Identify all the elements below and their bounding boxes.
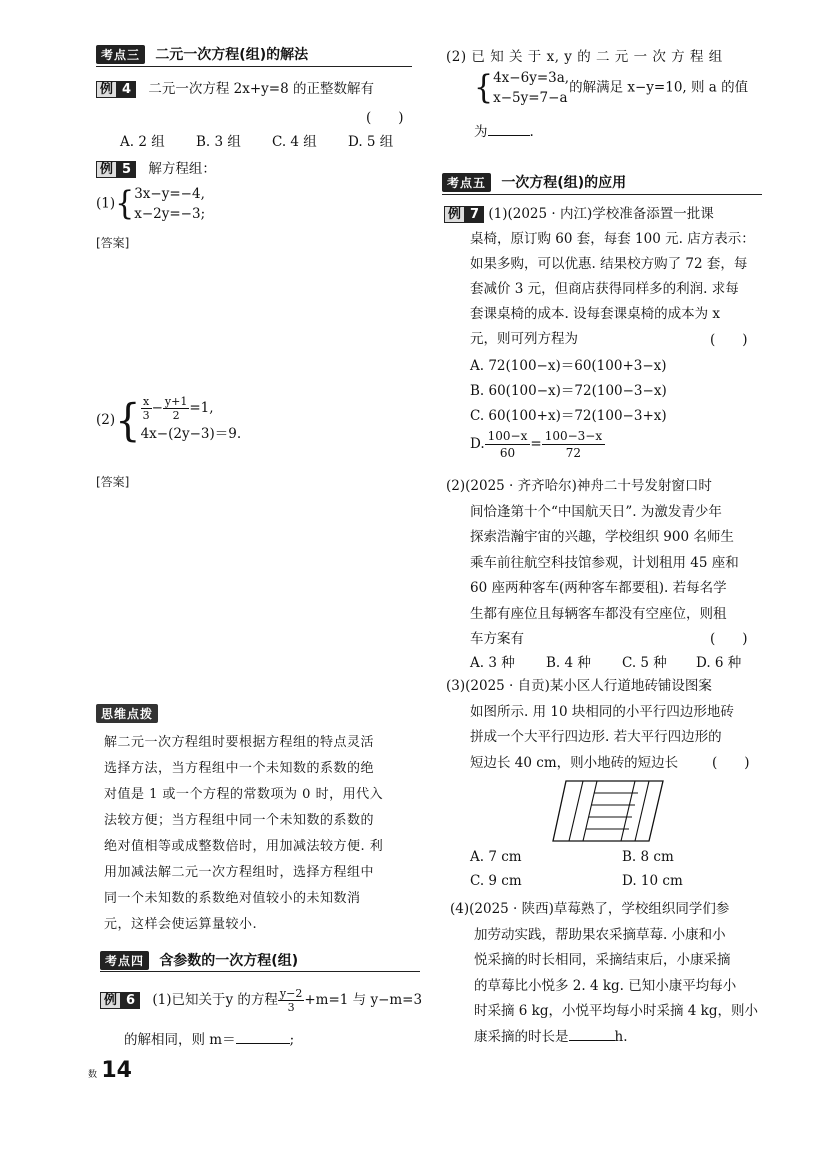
example-4-option-d: D. 5 组 <box>348 134 394 150</box>
q1-line: 套课桌椅的成本. 设每套课桌椅的成本为 x <box>470 306 720 322</box>
q1-answer-paren: ( ) <box>710 332 748 348</box>
section-3-rule <box>96 66 412 67</box>
q3-line: 拼成一个大平行四边形. 若大平行四边形的 <box>470 729 722 745</box>
section-3-header <box>96 44 308 64</box>
q4-line: 时采摘 6 kg，小悦平均每小时采摘 4 kg，则小 <box>474 1003 758 1019</box>
tip-line: 选择方法，当方程组中一个未知数的系数的绝 <box>104 761 375 776</box>
fraction-d-right: $\frac{100-3-x}{72}$ <box>542 428 605 461</box>
q4-line: 悦采摘的时长相同，采摘结束后，小康采摘 <box>474 952 731 968</box>
example-7-part-3 <box>446 674 734 776</box>
q1-option-d: D. $\frac{100-x}{60}$ = $\frac{100-3-x}{72}$ <box>470 428 605 461</box>
section-4-badge: 考点四 <box>100 951 149 970</box>
answer-label-2: [答案] <box>96 475 130 489</box>
example-6-badge: 例 6 <box>100 989 140 1008</box>
q1-option-a: A. 72(100−x)＝60(100+3−x) <box>470 358 667 374</box>
example-6-part-1-b: +m=1 与 y−m=3 <box>304 992 423 1008</box>
answer-blank-m <box>236 1031 290 1044</box>
fraction-x-over-3: $\frac{x}{3}$ <box>142 395 150 422</box>
brace-icon: { <box>115 184 135 223</box>
example-4-option-a: A. 2 组 <box>120 134 165 150</box>
example-6 <box>100 987 422 1014</box>
q1-line: 桌椅，原订购 60 套，每套 100 元. 店方表示： <box>470 231 755 247</box>
example-6-line-2: 的解相同，则 m＝ ; <box>124 1032 295 1048</box>
example-7-part-1 <box>444 202 755 352</box>
section-5-badge: 考点五 <box>442 173 491 192</box>
q4-line: (4)(2025 · 陕西)草莓熟了，学校组织同学们参 <box>450 901 730 917</box>
section-3-badge: 考点三 <box>96 45 145 64</box>
tip-line: 用加减法解二元一次方程组时，选择方程组中 <box>104 865 375 880</box>
q2-line: 间恰逢第十个“中国航天日”. 为激发青少年 <box>470 503 722 520</box>
q1-line: (1)(2025 · 内江)学校准备添置一批课 <box>488 206 714 222</box>
example-4-answer-paren: ( ) <box>366 110 404 126</box>
fraction-y-minus-2-over-3: $\frac{y-2}{3}$ <box>279 987 303 1014</box>
tip-line: 同一个未知数的系数绝对值较小的未知数消 <box>104 891 361 906</box>
section-4-rule <box>100 971 420 972</box>
example-6-part-2-line-1: (2) 已 知 关 于 x, y 的 二 元 一 次 方 程 组 <box>446 49 723 65</box>
q2-option-d: D. 6 种 <box>696 655 742 671</box>
section-5-rule <box>442 194 762 195</box>
answer-label-1: [答案] <box>96 236 130 250</box>
q1-option-b: B. 60(100−x)＝72(100−3−x) <box>470 383 667 399</box>
q2-line: 60 座两种客车(两种客车都要租). 若每名学 <box>470 580 727 596</box>
section-3-title: 二元一次方程(组)的解法 <box>155 47 309 63</box>
q1-option-c: C. 60(100+x)＝72(100−3+x) <box>470 408 667 424</box>
q3-line: 如图所示. 用 10 块相同的小平行四边形地砖 <box>470 703 734 720</box>
q2-line: 探索浩瀚宇宙的兴趣，学校组织 900 名师生 <box>470 529 734 545</box>
parallelogram-tile-figure <box>552 780 664 842</box>
part-1-label: (1) <box>96 195 116 212</box>
tip-line: 法较方便；当方程组中同一个未知数的系数的 <box>104 813 375 828</box>
example-5-badge: 例 5 <box>96 158 136 177</box>
example-5 <box>96 157 216 177</box>
tip-line: 解二元一次方程组时要根据方程组的特点灵活 <box>104 735 375 750</box>
q1-line: 套减价 3 元，但商店获得同样多的利润. 求每 <box>470 281 739 297</box>
q3-option-a: A. 7 cm <box>470 849 522 865</box>
tip-line: 绝对值相等或成整数倍时，用加减法较方便. 利 <box>104 839 384 854</box>
tip-badge: 思维点拨 <box>96 704 158 723</box>
q2-option-a: A. 3 种 <box>470 655 515 671</box>
example-6-part-2-system: { 4x−6y=3a, x−5y=7−a 的解满足 x−y=10, 则 a 的值 <box>474 68 749 107</box>
fraction-y-plus-1-over-2: $\frac{y+1}{2}$ <box>164 395 188 422</box>
tip-header <box>96 704 158 723</box>
q2-line: 生都有座位且每辆客车都没有空座位，则租 <box>470 605 727 622</box>
q2-line: (2)(2025 · 齐齐哈尔)神舟二十号发射窗口时 <box>446 478 712 494</box>
section-4-header <box>100 950 298 970</box>
q2-answer-paren: ( ) <box>710 631 748 647</box>
brace-icon: { <box>115 395 141 446</box>
section-5-header <box>442 172 626 192</box>
q1-line: 元，则可列方程为 <box>470 331 578 347</box>
q4-line: 的草莓比小悦多 2. 4 kg. 已知小康平均每小 <box>474 977 737 994</box>
example-5-part-2 <box>96 395 241 446</box>
example-7-part-2 <box>446 474 739 653</box>
q3-option-d: D. 10 cm <box>622 873 683 889</box>
q4-last-line: 康采摘的时长是 h. <box>474 1028 628 1045</box>
section-5-title: 一次方程(组)的应用 <box>501 175 627 191</box>
q2-option-c: C. 5 种 <box>622 655 667 671</box>
tip-body <box>104 730 434 938</box>
equation-system-1: 3x−y=−4, x−2y=−3; <box>134 186 206 222</box>
equation-system-2: $\frac{x}{3}$ − $\frac{y+1}{2}$ =1, 4x−(2y−3)＝9. <box>140 395 242 442</box>
example-4-option-c: C. 4 组 <box>272 134 317 150</box>
example-4-question: 二元一次方程 2x+y=8 的正整数解有 <box>148 81 374 97</box>
q3-line: 短边长 40 cm，则小地砖的短边长 <box>470 754 679 771</box>
q3-line: (3)(2025 · 自贡)某小区人行道地砖铺设图案 <box>446 678 712 694</box>
part-2-label: (2) <box>96 412 116 428</box>
q3-answer-paren: ( ) <box>712 755 750 771</box>
example-7-part-4 <box>450 897 758 1050</box>
page-number <box>88 1058 132 1083</box>
fraction-d-left: $\frac{100-x}{60}$ <box>485 428 531 461</box>
q2-option-b: B. 4 种 <box>546 655 591 671</box>
section-4-title: 含参数的一次方程(组) <box>159 953 299 969</box>
brace-icon: { <box>474 68 494 107</box>
example-4-option-b: B. 3 组 <box>196 134 241 150</box>
tip-line: 元，这样会使运算量较小. <box>104 917 258 932</box>
answer-blank-a <box>488 123 530 136</box>
answer-blank-hours <box>569 1028 615 1041</box>
page-number-value: 14 <box>101 1058 132 1083</box>
q3-option-b: B. 8 cm <box>622 849 674 865</box>
example-4-badge: 例 4 <box>96 78 136 97</box>
q2-line: 车方案有 <box>470 631 524 647</box>
page-side-label: 数 <box>88 1070 98 1080</box>
example-6-part-1-a: (1)已知关于y 的方程 <box>152 992 278 1008</box>
q3-option-c: C. 9 cm <box>470 873 522 889</box>
example-5-part-1 <box>96 184 205 224</box>
q2-line: 乘车前往航空科技馆参观，计划租用 45 座和 <box>470 554 739 571</box>
tip-line: 对值是 1 或一个方程的常数项为 0 时，用代入 <box>104 787 384 802</box>
q1-line: 如果多购，可以优惠. 结果校方购了 72 套，每 <box>470 256 748 272</box>
q4-line: 加劳动实践，帮助果农采摘草莓. 小康和小 <box>474 926 726 943</box>
example-5-question: 解方程组： <box>148 161 216 177</box>
example-4 <box>96 77 374 97</box>
example-6-part-2-tail: 的解满足 x−y=10, 则 a 的值 <box>569 79 749 96</box>
example-7-badge: 例 7 <box>444 202 484 227</box>
example-6-part-2-line-3: 为 . <box>474 124 534 140</box>
